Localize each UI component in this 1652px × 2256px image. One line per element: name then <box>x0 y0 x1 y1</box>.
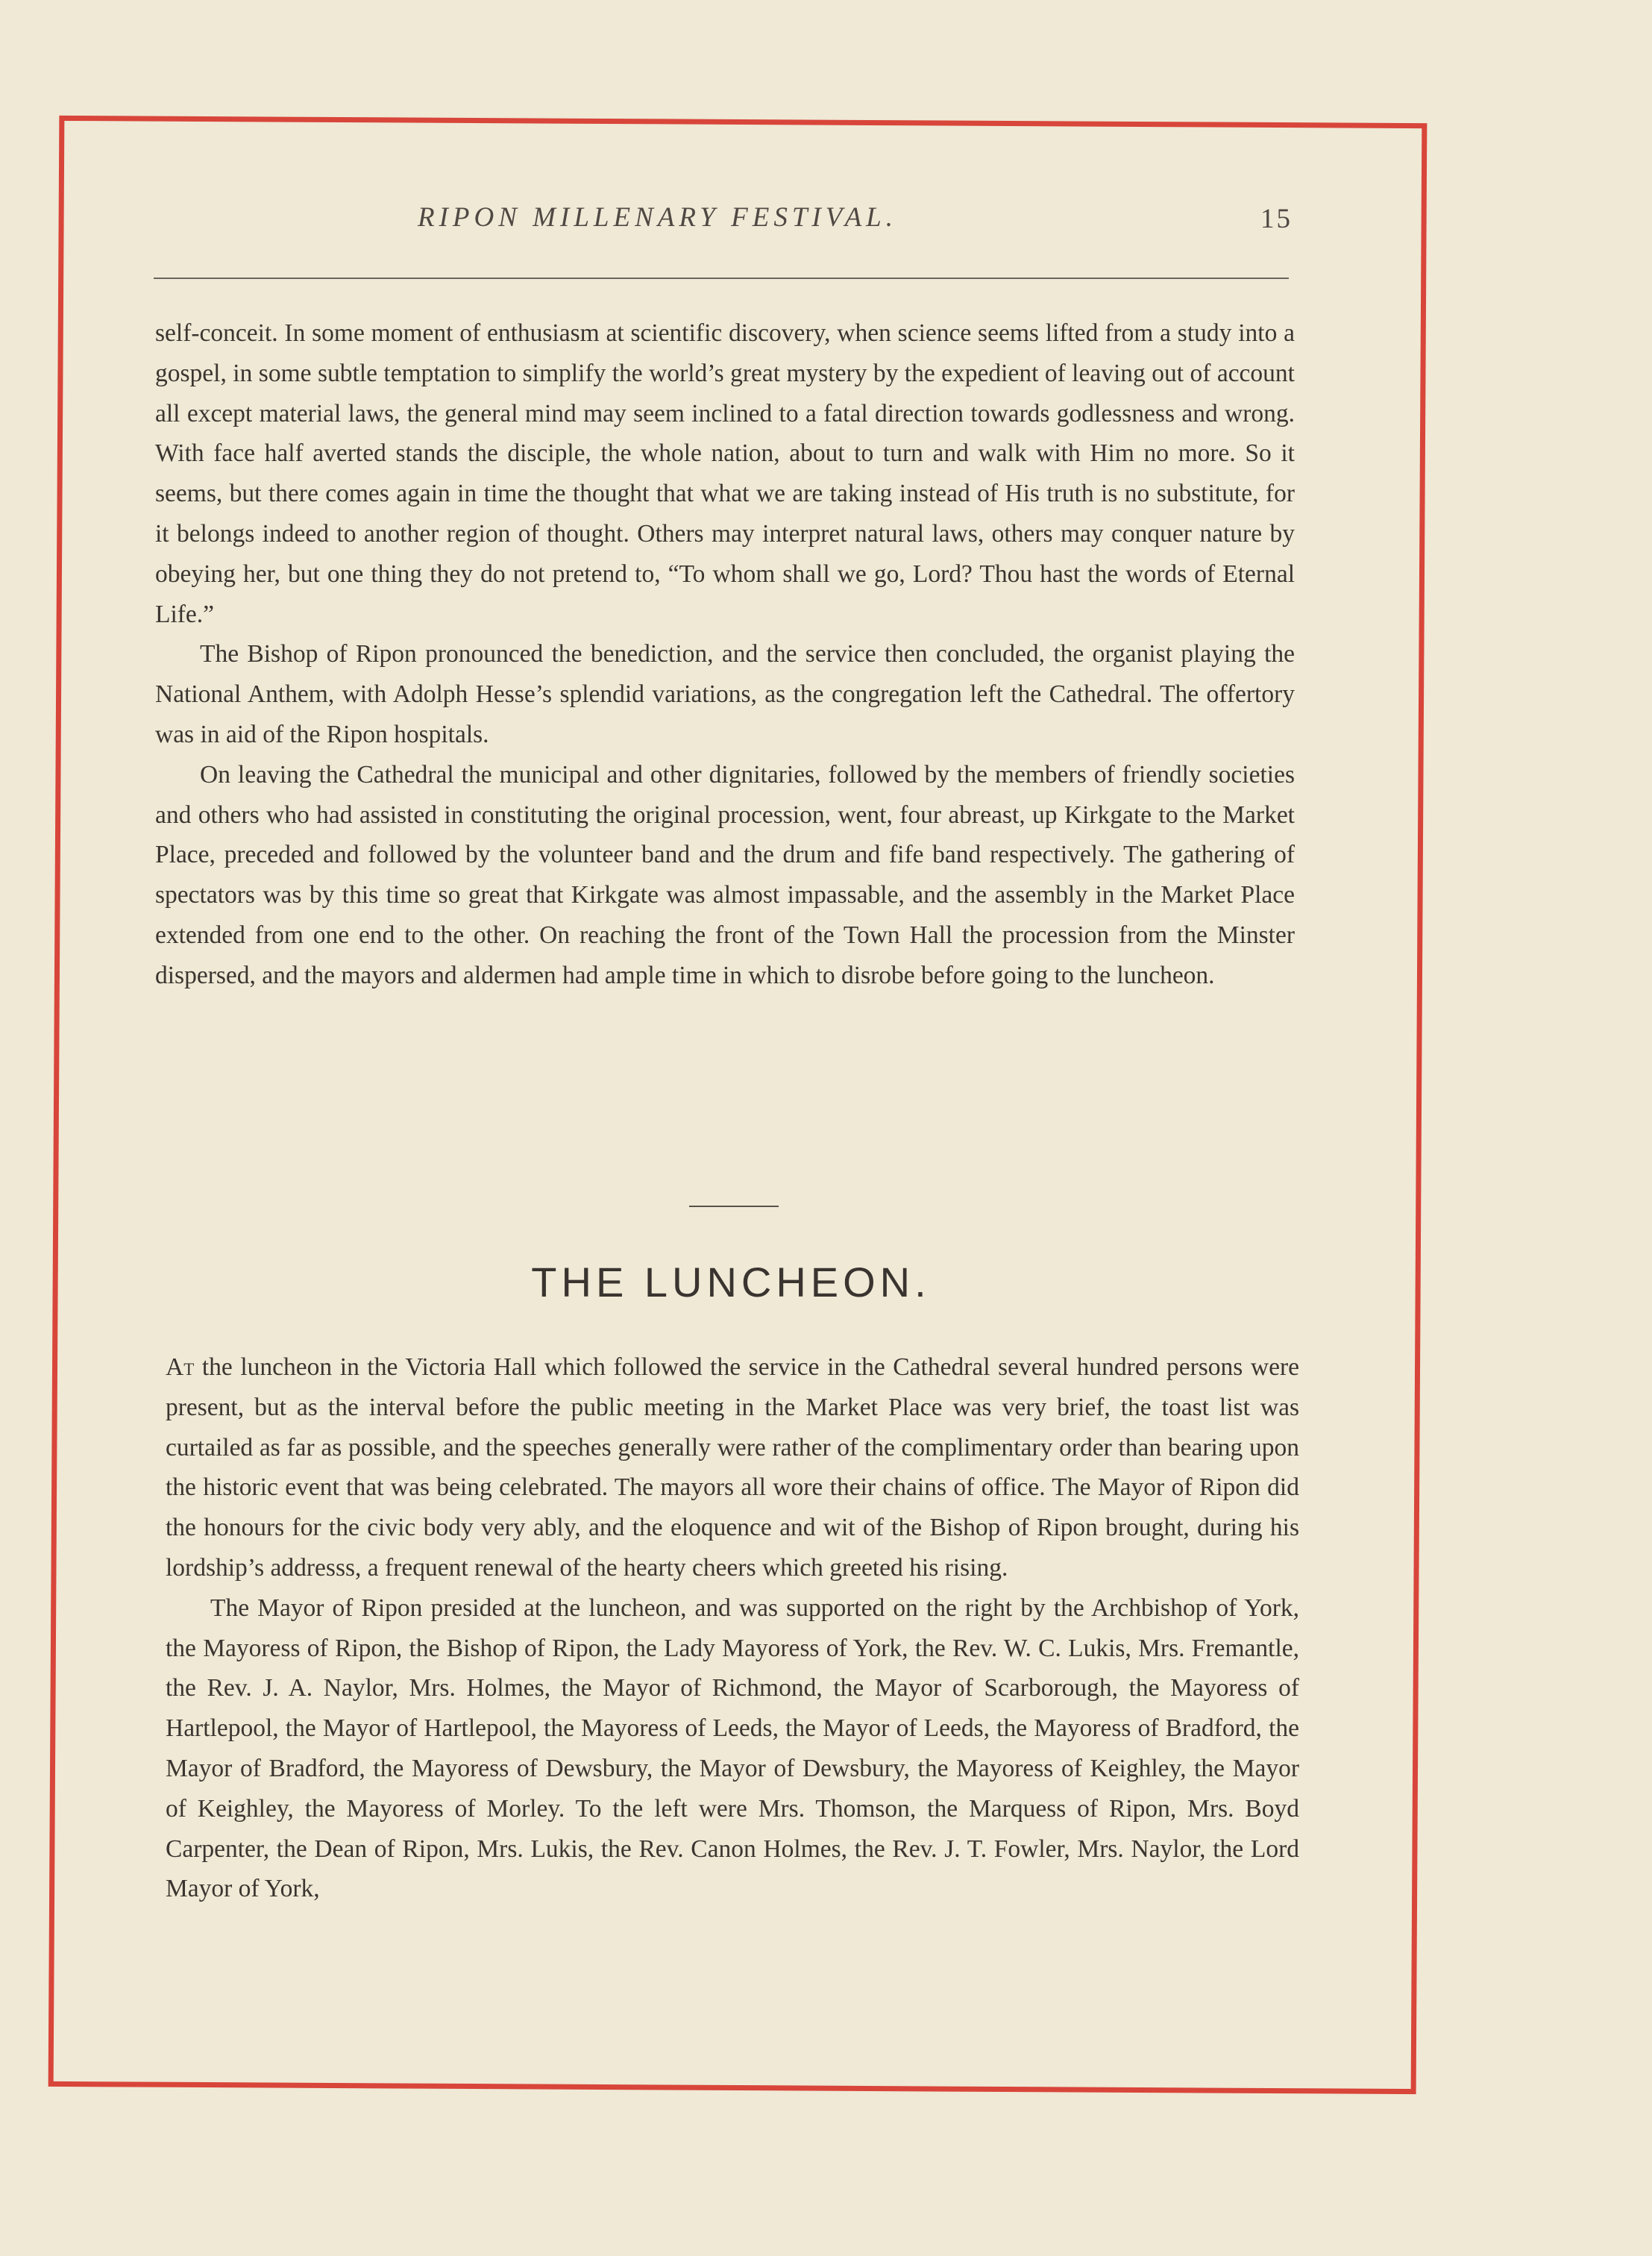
section-divider <box>689 1206 779 1207</box>
lead-word: At <box>166 1353 195 1381</box>
paragraph-luncheon-intro-text: the luncheon in the Victoria Hall which followed the service in the Cathedral several hundred persons were present, but as the interval before the public meeting in the Market Place was very brief, the toast list was curtailed as far as possible, and the speeches generally were rather of the complimentary order than bearing upon the historic event that was being celebrated. The mayors all wore their chains of office. The Mayor of Ripon did the honours for the civic body very ably, and the eloquence and wit of the Bishop of Ripon brought, during his lordship’s addresss, a frequent renewal of the hearty cheers which greeted his rising. <box>166 1353 1299 1582</box>
paragraph-guests: The Mayor of Ripon presided at the luncheon, and was supported on the right by the Archbishop of York, the Mayoress of Ripon, the Bishop of Ripon, the Lady Mayoress of York, the Rev. W. C. Lukis, Mrs. Fremantle, the Rev. J. A. Naylor, Mrs. Holmes, the Mayor of Richmond, the Mayor of Scarborough, the Mayoress of Hartlepool, the Mayor of Hartlepool, the Mayoress of Leeds, the Mayor of Leeds, the Mayoress of Bradford, the Mayor of Bradford, the Mayoress of Dewsbury, the Mayor of Dewsbury, the Mayoress of Keighley, the Mayor of Keighley, the Mayoress of Morley. To the left were Mrs. Thomson, the Marquess of Ripon, Mrs. Boyd Carpenter, the Dean of Ripon, Mrs. Lukis, the Rev. Canon Holmes, the Rev. J. T. Fowler, Mrs. Naylor, the Lord Mayor of York, <box>166 1594 1299 1903</box>
paragraph-procession: On leaving the Cathedral the municipal and other dignitaries, followed by the members of friendly societies and others who had assisted in constituting the original procession, went, four abreast, up Kirkgate to the Market Place, preceded and followed by the volunteer band and the drum and fife band respectively. The gathering of spectators was by this time so great that Kirkgate was almost impassable, and the assembly in the Market Place extended from one end to the other. On reaching the front of the Town Hall the procession from the Minster dispersed, and the mayors and aldermen had ample time in which to disrobe before going to the luncheon. <box>155 760 1295 989</box>
section-title: THE LUNCHEON. <box>531 1259 931 1306</box>
running-title: RIPON MILLENARY FESTIVAL. <box>418 202 897 233</box>
header-rule <box>154 278 1289 279</box>
body-text-bottom <box>166 1347 1299 1909</box>
paragraph-benediction: The Bishop of Ripon pronounced the benediction, and the service then concluded, the organist playing the National Anthem, with Adolph Hesse’s splendid variations, as the congregation left the Cathedral. The offertory was in aid of the Ripon hospitals. <box>155 640 1295 748</box>
page-number: 15 <box>1260 204 1293 234</box>
paragraph-continuation: self-conceit. In some moment of enthusiasm at scientific discovery, when science seems lifted from a study into a gospel, in some subtle temptation to simplify the world’s great mystery by the expedient of leaving out of account all except material laws, the general mind may seem inclined to a fatal direction towards godlessness and wrong. With face half averted stands the disciple, the whole nation, about to turn and walk with Him no more. So it seems, but there comes again in time the thought that what we are taking instead of His truth is no substitute, for it belongs indeed to another region of thought. Others may interpret natural laws, others may conquer nature by obeying her, but one thing they do not pretend to, “To whom shall we go, Lord? Thou hast the words of Eternal Life.” <box>155 319 1295 628</box>
body-text-top <box>155 313 1295 996</box>
paragraph-luncheon-intro <box>166 1347 1299 1588</box>
